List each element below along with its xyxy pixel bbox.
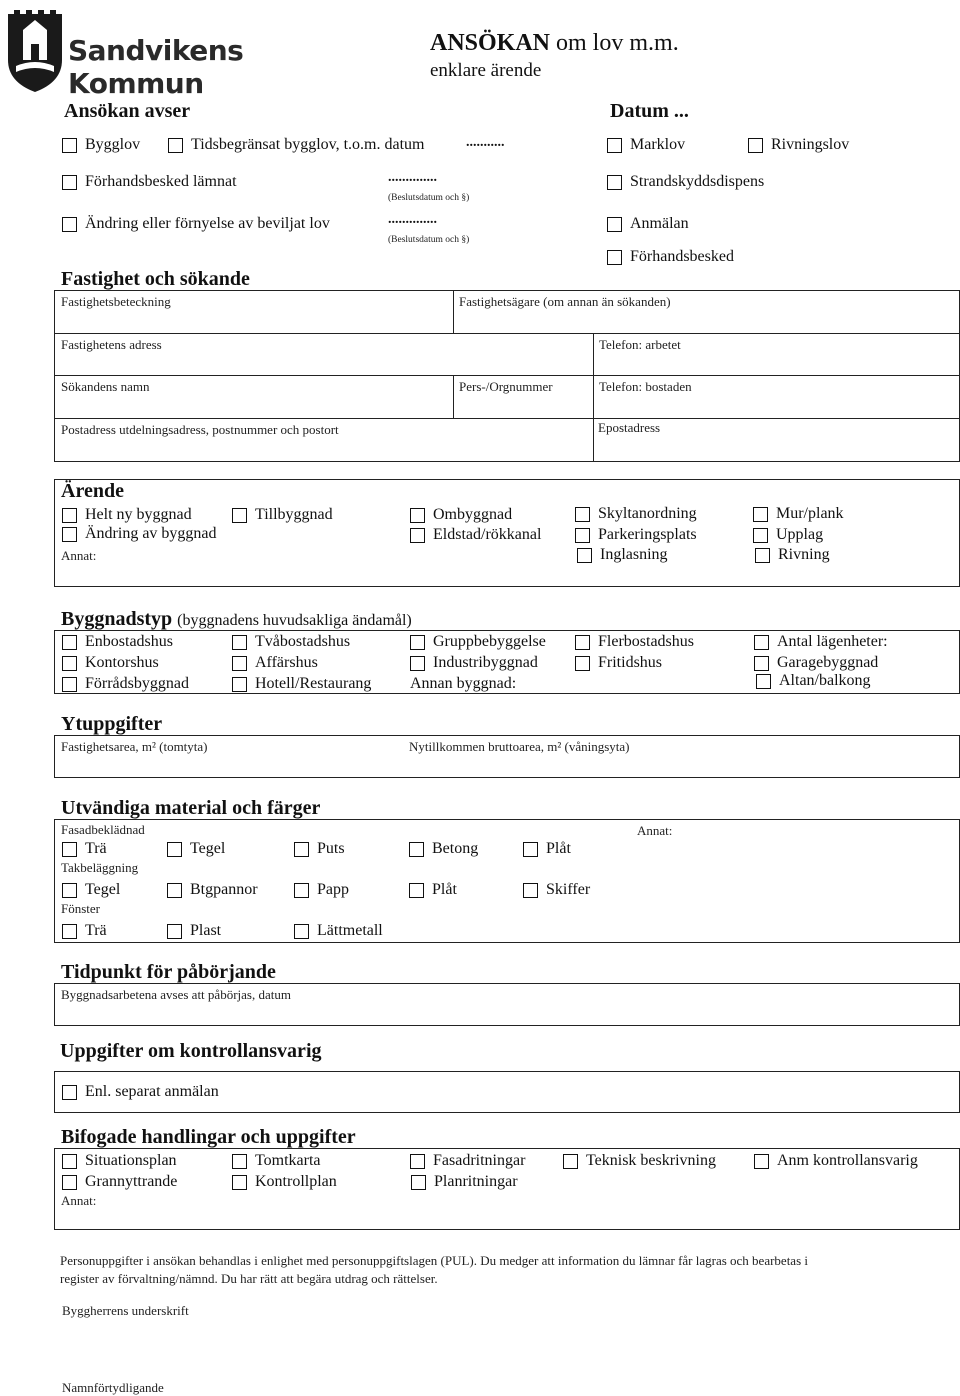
form-title-rest: om lov m.m. [550,30,679,56]
datum-dots: ........... [466,135,505,150]
checkbox-label: Förhandsbesked lämnat [85,173,237,190]
checkbox-label: Kontrollplan [255,1173,337,1190]
datum-label: Datum ... [610,100,689,122]
section-title-kontroll: Uppgifter om kontrollansvarig [60,1040,322,1062]
checkbox-fonster-lattmetall[interactable] [294,922,383,940]
checkbox-box[interactable] [563,1154,578,1169]
checkbox-label: Plast [190,922,222,939]
checkbox-fasadritningar[interactable] [410,1152,525,1170]
checkbox-box[interactable] [62,883,77,898]
field-fastighetsbeteckning[interactable]: Fastighetsbeteckning [61,294,171,309]
beslut-dots: .............. [388,170,437,185]
checkbox-box[interactable] [62,1175,77,1190]
checkbox-label: Kontorshus [85,654,159,671]
checkbox-label: Ombyggnad [433,506,513,523]
checkbox-eldstad-rokkanal[interactable] [410,526,541,544]
checkbox-enbostadshus[interactable] [62,633,173,651]
checkbox-tvabostadshus[interactable] [232,633,350,651]
checkbox-gruppbebyggelse[interactable] [410,633,546,651]
checkbox-label: Plåt [546,840,571,857]
checkbox-label: Tvåbostadshus [255,633,351,650]
form-title [430,30,679,57]
checkbox-box[interactable] [575,507,590,522]
checkbox-tak-plat[interactable] [409,881,457,899]
checkbox-label: Rivning [778,546,830,563]
checkbox-label: Marklov [630,136,686,153]
section-title-ytuppgifter: Ytuppgifter [61,713,163,735]
checkbox-label: Flerbostadshus [598,633,694,650]
byggnadstyp-subtitle: (byggnadens huvudsakliga ändamål) [177,612,412,629]
field-arende-annat[interactable]: Annat: [61,548,97,563]
checkbox-label: Tegel [85,881,121,898]
checkbox-fasad-tegel[interactable] [167,840,225,858]
checkbox-box[interactable] [410,508,425,523]
checkbox-fasad-plat[interactable] [523,840,571,858]
checkbox-box[interactable] [62,138,77,153]
checkbox-tidsbegransat[interactable] [168,136,424,154]
checkbox-separat-anmalan[interactable] [62,1083,219,1101]
checkbox-label: Ändring eller förnyelse av beviljat lov [85,215,330,232]
checkbox-box[interactable] [575,656,590,671]
checkbox-box[interactable] [294,883,309,898]
checkbox-box[interactable] [575,635,590,650]
checkbox-label: Anm kontrollansvarig [777,1152,918,1169]
checkbox-fonster-plast[interactable] [167,922,221,940]
checkbox-label: Papp [317,881,349,898]
checkbox-box[interactable] [62,527,77,542]
checkbox-rivningslov[interactable] [748,136,849,154]
checkbox-box[interactable] [167,924,182,939]
logo-text: Sandvikens Kommun [68,34,244,100]
checkbox-box[interactable] [411,1175,426,1190]
checkbox-box[interactable] [232,656,247,671]
field-sokandens-namn[interactable]: Sökandens namn [61,379,150,394]
checkbox-antal-lagenheter[interactable] [754,633,888,651]
checkbox-label: Affärshus [255,654,318,671]
checkbox-label: Antal lägenheter: [777,633,888,650]
checkbox-altan-balkong[interactable] [756,672,871,690]
checkbox-box[interactable] [62,508,77,523]
checkbox-box[interactable] [62,842,77,857]
checkbox-teknisk-beskrivning[interactable] [563,1152,716,1170]
checkbox-tomtkarta[interactable] [232,1152,321,1170]
checkbox-situationsplan[interactable] [62,1152,177,1170]
checkbox-label: Tillbyggnad [255,506,333,523]
section-title-bifogade: Bifogade handlingar och uppgifter [61,1126,356,1148]
checkbox-label: Bygglov [85,136,141,153]
checkbox-box[interactable] [575,528,590,543]
checkbox-box[interactable] [607,217,622,232]
checkbox-box[interactable] [410,528,425,543]
checkbox-label: Anmälan [630,215,689,232]
section-title-material: Utvändiga material och färger [61,797,321,819]
field-pers-orgnummer[interactable]: Pers-/Orgnummer [459,379,553,394]
checkbox-box[interactable] [62,1085,77,1100]
checkbox-label: Förrådsbyggnad [85,675,189,692]
checkbox-andring-fornyelse[interactable] [62,215,330,233]
checkbox-kontorshus[interactable] [62,654,159,672]
checkbox-label: Puts [317,840,345,857]
checkbox-label: Planritningar [434,1173,518,1190]
checkbox-label: Tegel [190,840,226,857]
checkbox-label: Betong [432,840,479,857]
field-bifogade-annat[interactable]: Annat: [61,1193,97,1208]
field-paborjande-datum[interactable]: Byggnadsarbetena avses att påbörjas, datum [61,987,291,1002]
checkbox-tak-papp[interactable] [294,881,349,899]
checkbox-box[interactable] [168,138,183,153]
beslut-dots: .............. [388,212,437,227]
byggnadstyp-title: Byggnadstyp [61,608,173,630]
checkbox-tak-skiffer[interactable] [523,881,590,899]
checkbox-label: Situationsplan [85,1152,177,1169]
checkbox-label: Rivningslov [771,136,850,153]
checkbox-tak-tegel[interactable] [62,881,120,899]
checkbox-box[interactable] [62,656,77,671]
checkbox-box[interactable] [62,175,77,190]
checkbox-label: Btgpannor [190,881,258,898]
field-telefon-bostad[interactable]: Telefon: bostaden [599,379,692,394]
checkbox-forradsbyggnad[interactable] [62,675,189,693]
field-vaningsyta[interactable]: Nytillkommen bruttoarea, m² (våningsyta) [409,739,630,754]
checkbox-label: Lättmetall [317,922,383,939]
checkbox-label: Parkeringsplats [598,526,697,543]
checkbox-box[interactable] [754,1154,769,1169]
checkbox-box[interactable] [409,842,424,857]
checkbox-label: Trä [85,840,107,857]
checkbox-label: Altan/balkong [779,672,871,689]
checkbox-box[interactable] [754,635,769,650]
checkbox-tak-btgpannor[interactable] [167,881,258,899]
checkbox-fasad-puts[interactable] [294,840,345,858]
checkbox-anm-kontrollansvarig[interactable] [754,1152,918,1170]
checkbox-box[interactable] [756,674,771,689]
checkbox-box[interactable] [607,250,622,265]
fonster-label: Fönster [61,901,100,916]
fasad-label: Fasadbeklädnad [61,822,145,837]
pul-notice-line1: Personuppgifter i ansökan behandlas i enlighet med personuppgiftslagen (PUL). Du medger att information du lämnar får lagras och bearbetas i [60,1253,809,1268]
section-title-byggnadstyp [61,608,412,631]
checkbox-kontrollplan[interactable] [232,1173,337,1191]
checkbox-planritningar[interactable] [411,1173,518,1191]
field-telefon-arbete[interactable]: Telefon: arbetet [599,337,681,352]
checkbox-fasad-tra[interactable] [62,840,107,858]
checkbox-box[interactable] [754,656,769,671]
field-fastighetsagare[interactable]: Fastighetsägare (om annan än sökanden) [459,294,671,309]
checkbox-label: Gruppbebyggelse [433,633,546,650]
checkbox-helt-ny-byggnad[interactable] [62,506,192,524]
checkbox-box[interactable] [753,507,768,522]
checkbox-label: Enbostadshus [85,633,173,650]
checkbox-box[interactable] [748,138,763,153]
checkbox-mur-plank[interactable] [753,505,844,523]
signature-label[interactable]: Byggherrens underskrift [62,1303,189,1318]
checkbox-grannyttrande[interactable] [62,1173,177,1191]
pul-notice-line2: register av förvaltning/nämnd. Du har rätt att begära utdrag och rättelser. [60,1271,438,1286]
checkbox-box[interactable] [62,924,77,939]
checkbox-box[interactable] [607,138,622,153]
checkbox-strandskydd[interactable] [607,173,764,191]
checkbox-label: Tidsbegränsat bygglov, t.o.m. datum [191,136,425,153]
checkbox-anmalan[interactable] [607,215,689,233]
checkbox-label: Strandskyddsdispens [630,173,765,190]
checkbox-label: Förhandsbesked [630,248,734,265]
checkbox-box[interactable] [232,1175,247,1190]
checkbox-hotell-restaurang[interactable] [232,675,371,693]
checkbox-fonster-tra[interactable] [62,922,107,940]
section-title-tidpunkt: Tidpunkt för påbörjande [61,961,276,983]
section-title-arende: Ärende [61,480,124,502]
checkbox-box[interactable] [410,656,425,671]
checkbox-tillbyggnad[interactable] [232,506,333,524]
field-postadress[interactable]: Postadress utdelningsadress, postnummer och postort [61,422,339,437]
form-title-bold: ANSÖKAN [430,30,551,56]
checkbox-label: Inglasning [600,546,668,563]
checkbox-box[interactable] [167,883,182,898]
field-fastighetens-adress[interactable]: Fastighetens adress [61,337,162,352]
checkbox-box[interactable] [753,528,768,543]
checkbox-label: Helt ny byggnad [85,506,192,523]
checkbox-label: Grannyttrande [85,1173,178,1190]
checkbox-box[interactable] [294,842,309,857]
checkbox-box[interactable] [577,548,592,563]
checkbox-bygglov[interactable] [62,136,140,154]
section-title-fastighet: Fastighet och sökande [61,268,250,290]
checkbox-parkeringsplats[interactable] [575,526,697,544]
checkbox-inglasning[interactable] [577,546,668,564]
field-epostadress[interactable]: Epostadress [598,420,661,435]
checkbox-label: Tomtkarta [255,1152,321,1169]
checkbox-box[interactable] [409,883,424,898]
checkbox-label: Mur/plank [776,505,844,522]
field-material-annat[interactable]: Annat: [637,823,673,838]
field-annan-byggnad[interactable]: Annan byggnad: [410,675,517,692]
checkbox-upplag[interactable] [753,526,823,544]
form-subtitle: enklare ärende [430,60,542,81]
checkbox-box[interactable] [410,1154,425,1169]
checkbox-box[interactable] [232,508,247,523]
checkbox-label: Trä [85,922,107,939]
checkbox-box[interactable] [232,1154,247,1169]
checkbox-garagebyggnad[interactable] [754,654,878,672]
checkbox-fritidshus[interactable] [575,654,662,672]
checkbox-box[interactable] [62,635,77,650]
checkbox-label: Eldstad/rökkanal [433,526,542,543]
checkbox-label: Skyltanordning [598,505,697,522]
checkbox-box[interactable] [62,677,77,692]
checkbox-label: Plåt [432,881,457,898]
checkbox-skyltanordning[interactable] [575,505,697,523]
checkbox-andring-av-byggnad[interactable] [62,525,217,543]
checkbox-box[interactable] [294,924,309,939]
checkbox-label: Skiffer [546,881,591,898]
checkbox-label: Hotell/Restaurang [255,675,372,692]
checkbox-forhandsbesked[interactable] [607,248,734,266]
checkbox-label: Industribyggnad [433,654,538,671]
checkbox-ombyggnad[interactable] [410,506,512,524]
checkbox-box[interactable] [232,677,247,692]
checkbox-affarshus[interactable] [232,654,318,672]
checkbox-box[interactable] [523,883,538,898]
checkbox-label: Fritidshus [598,654,663,671]
beslut-hint: (Beslutsdatum och §) [388,193,470,203]
checkbox-box[interactable] [167,842,182,857]
checkbox-forhandsbesked-lamnat[interactable] [62,173,237,191]
checkbox-label: Enl. separat anmälan [85,1083,219,1100]
checkbox-marklov[interactable] [607,136,685,154]
checkbox-box[interactable] [607,175,622,190]
checkbox-rivning[interactable] [755,546,830,564]
checkbox-box[interactable] [62,1154,77,1169]
checkbox-flerbostadshus[interactable] [575,633,694,651]
checkbox-label: Ändring av byggnad [85,525,217,542]
checkbox-label: Upplag [776,526,824,543]
checkbox-box[interactable] [523,842,538,857]
checkbox-industribyggnad[interactable] [410,654,538,672]
municipal-logo [4,8,334,100]
checkbox-box[interactable] [232,635,247,650]
name-clarification-label[interactable]: Namnförtydligande [62,1380,164,1395]
checkbox-fasad-betong[interactable] [409,840,478,858]
checkbox-box[interactable] [62,217,77,232]
checkbox-box[interactable] [410,635,425,650]
tak-label: Takbeläggning [61,860,139,875]
section-title-ansokan: Ansökan avser [64,100,191,122]
checkbox-label: Teknisk beskrivning [586,1152,716,1169]
field-tomtyta[interactable]: Fastighetsarea, m² (tomtyta) [61,739,208,754]
beslut-hint: (Beslutsdatum och §) [388,235,470,245]
checkbox-label: Fasadritningar [433,1152,526,1169]
checkbox-box[interactable] [755,548,770,563]
checkbox-label: Garagebyggnad [777,654,879,671]
